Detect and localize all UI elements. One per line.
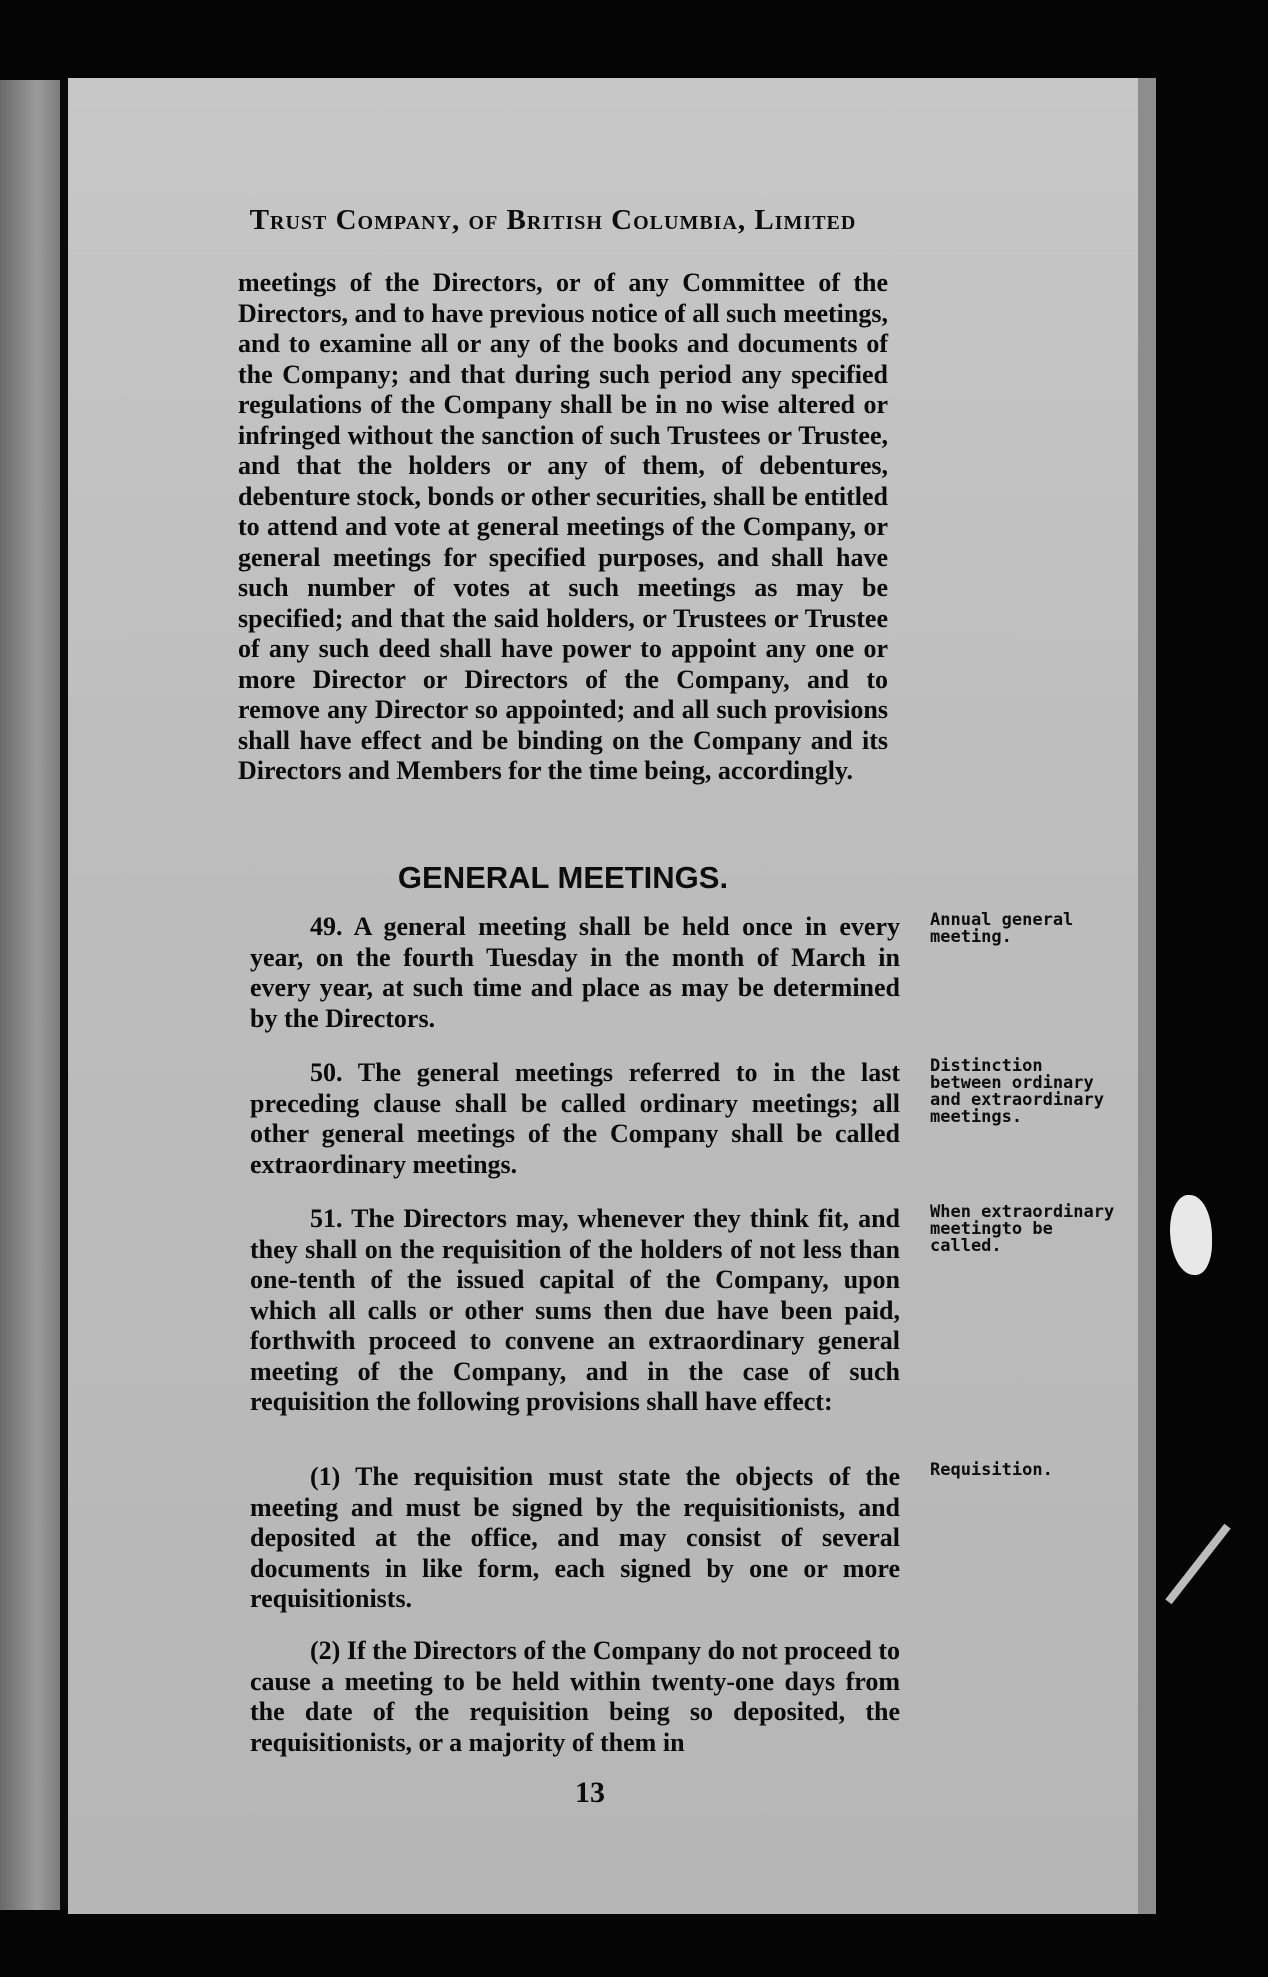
torn-paper-scrap [1170,1195,1212,1275]
continuation-paragraph: meetings of the Directors, or of any Committee of the Directors, and to have previous notice of all such meetings, and to examine all or any of the books and documents of the Company; and that during such period any specified regulations of the Company shall be in no wise altered or infringed without the sanction of such Trustees or Trustee, and that the holders or any of them, of debentures, debenture stock, bonds or other securities, shall be entitled to attend and vote at general meetings of the Company, or general meetings for specified purposes, and shall have such number of votes at such meetings as may be specified; and that the said holders, or Trustees or Trustee of any such deed shall have power to appoint any one or more Director or Directors of the Company, and to remove any Director so appointed; and all such provisions shall have effect and be binding on the Company and its Directors and Members for the time being, accordingly. [238,268,889,785]
clause-text: The general meetings referred to in the last preceding clause shall be called ordinary meetings; all other general meetings of the Company shall be called extraordinary meetings. [250,1058,901,1179]
torn-paper-fibre [1165,1524,1230,1605]
page-number: 13 [575,1776,605,1809]
margin-note-extraordinary: When extraordinary meetingto be called. [930,1202,1115,1256]
clause-number: 51. [310,1204,343,1233]
clause-number: (1) [310,1462,341,1491]
clause-text: A general meeting shall be held once in every year, on the fourth Tuesday in the month of March in every year, at such time and place as may be determined by the Directors. [250,912,900,1033]
section-heading: GENERAL MEETINGS. [397,860,729,895]
book-spine-gutter [60,80,68,1910]
clause-number: 49. [310,912,343,941]
previous-page-edge [0,80,62,1910]
clause-51 [250,1204,900,1418]
margin-note-annual: Annual general meeting. [930,910,1074,947]
clause-text: The Directors may, whenever they think fit, and they shall on the requisition of the holders of not less than one-tenth of the issued capital of the Company, upon which all calls or other sums then due have been paid, forthwith proceed to convene an extraordinary general meeting of the Company, and in the case of such requisition the following provisions shall have effect: [250,1204,900,1416]
margin-note-requisition: Requisition. [930,1460,1053,1480]
clause-49 [250,912,900,1034]
subclause-1 [250,1462,900,1615]
page-shadow-edge [1138,78,1156,1914]
subclause-2 [250,1636,900,1758]
running-head: Trust Company, of British Columbia, Limited [249,204,857,236]
clause-text: If the Directors of the Company do not proceed to cause a meeting to be held within twenty-one days from the date of the requisition being so deposited, the requisitionists, or a majority of them in [250,1636,901,1757]
clause-50 [250,1058,900,1180]
clause-number: (2) [310,1636,341,1665]
clause-number: 50. [310,1058,343,1087]
clause-text: The requisition must state the objects of the meeting and must be signed by the requisitionists, and deposited at the office, and may consist of several documents in like form, each signed by one or more requisitionists. [250,1462,900,1613]
margin-note-distinction: Distinction between ordinary and extraordinary meetings. [930,1056,1104,1127]
